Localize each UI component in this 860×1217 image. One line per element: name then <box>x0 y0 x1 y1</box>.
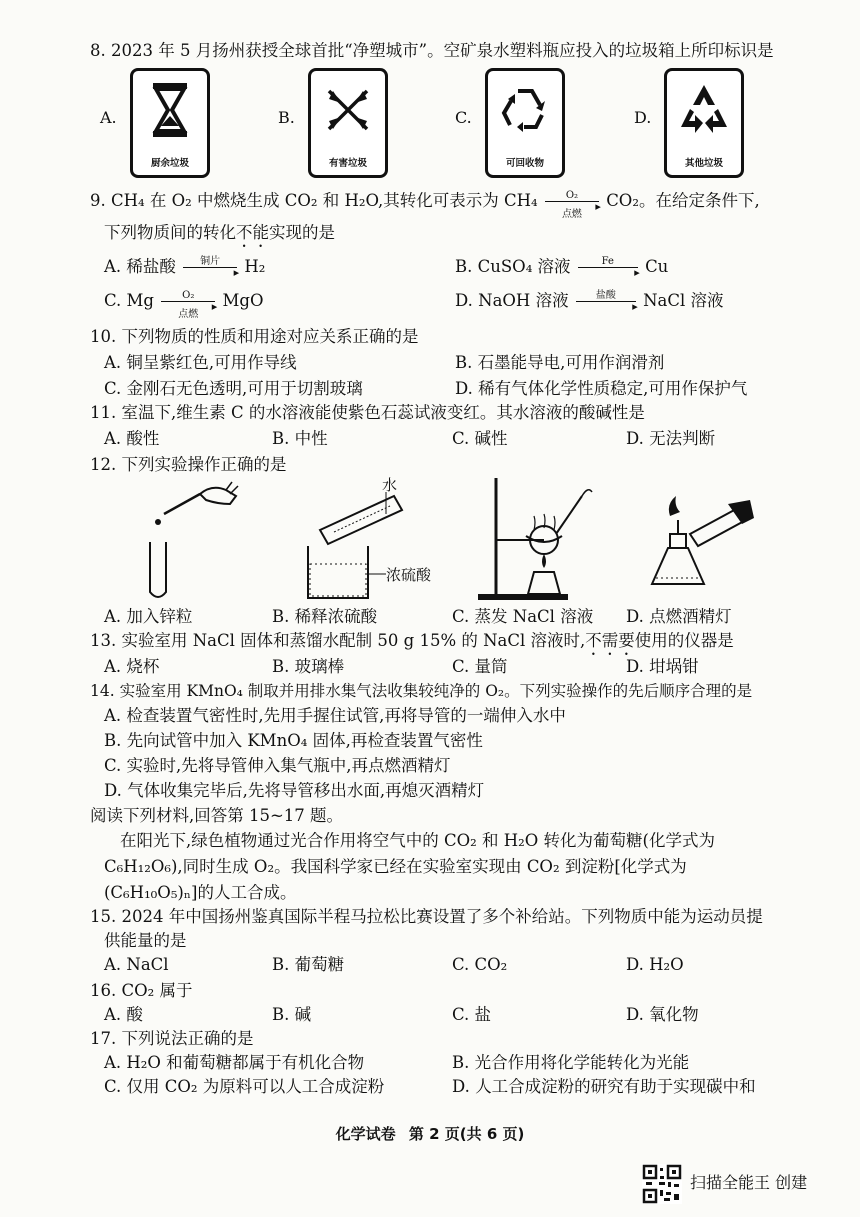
arrow-condition-top: O₂ <box>565 189 579 201</box>
option-product: Cu <box>645 257 669 276</box>
reading-line-1: 在阳光下,绿色植物通过光合作用将空气中的 CO₂ 和 H₂O 转化为葡萄糖(化学式为 <box>120 831 715 850</box>
q9-stem2-emphasis: 不能 <box>236 223 269 242</box>
q9-stem-a: 9. CH₄ 在 O₂ 中燃烧生成 CO₂ 和 H₂O,其转化可表示为 CH₄ <box>90 191 538 210</box>
hazard-cross-icon <box>319 79 377 141</box>
q14-option-c[interactable]: C. 实验时,先将导管伸入集气瓶中,再点燃酒精灯 <box>104 756 451 775</box>
q14-option-b[interactable]: B. 先向试管中加入 KMnO₄ 固体,再检查装置气密性 <box>104 731 483 750</box>
q11-option-b[interactable]: B. 中性 <box>272 429 328 448</box>
option-letter: A. <box>100 108 117 127</box>
arrow-condition-bottom: 点燃 <box>178 308 199 320</box>
option-reactant: A. 稀盐酸 <box>104 257 176 276</box>
q11-stem: 11. 室温下,维生素 C 的水溶液能使紫色石蕊试液变红。其水溶液的酸碱性是 <box>90 403 645 422</box>
q9-stem2-pre: 下列物质间的转化 <box>104 223 236 242</box>
lab-figure-b <box>290 474 440 604</box>
q8-stem: 8. 2023 年 5 月扬州获授全球首批“净塑城市”。空矿泉水塑料瓶应投入的垃圾箱上所印标识是 <box>90 41 774 60</box>
option-reactant: B. CuSO₄ 溶液 <box>455 257 571 276</box>
option-letter: C. <box>455 108 472 127</box>
reading-line-2: C₆H₁₂O₆),同时生成 O₂。我国科学家已经在实验室实现由 CO₂ 到淀粉[化学式为 <box>104 857 687 876</box>
q12-option-c[interactable]: C. 蒸发 NaCl 溶液 <box>452 607 594 626</box>
q8-option-a[interactable] <box>100 68 260 178</box>
q15-option-c[interactable]: C. CO₂ <box>452 955 508 974</box>
q12-option-b[interactable]: B. 稀释浓硫酸 <box>272 607 378 626</box>
q17-option-d[interactable]: D. 人工合成淀粉的研究有助于实现碳中和 <box>452 1077 756 1096</box>
q15-stem-line1: 15. 2024 年中国扬州鉴真国际半程马拉松比赛设置了多个补给站。下列物质中能为运动员提 <box>90 907 763 926</box>
q10-stem: 10. 下列物质的性质和用途对应关系正确的是 <box>90 327 419 346</box>
recycle-icon <box>496 79 554 141</box>
waste-sign-other <box>664 68 744 178</box>
q15-option-d[interactable]: D. H₂O <box>626 955 684 974</box>
waste-sign-food <box>130 68 210 178</box>
lab-figure-a <box>140 474 260 604</box>
q10-option-d[interactable]: D. 稀有气体化学性质稳定,可用作保护气 <box>455 379 748 398</box>
q17-stem: 17. 下列说法正确的是 <box>90 1029 254 1048</box>
q8-option-b[interactable] <box>278 68 438 178</box>
q14-option-a[interactable]: A. 检查装置气密性时,先用手握住试管,再将导管的一端伸入水中 <box>104 706 566 725</box>
q13-stem <box>90 630 734 659</box>
q9-option-b[interactable] <box>455 256 668 279</box>
scanner-watermark: 扫描全能王 创建 <box>690 1173 808 1192</box>
q14-stem: 14. 实验室用 KMnO₄ 制取并用排水集气法收集较纯净的 O₂。下列实验操作的先后顺序合理的是 <box>90 682 753 700</box>
reaction-arrow: 盐酸 ▸ <box>574 291 638 313</box>
waste-sign-hazardous <box>308 68 388 178</box>
q12-option-d[interactable]: D. 点燃酒精灯 <box>626 607 732 626</box>
reading-line-3: (C₆H₁₀O₅)ₙ]的人工合成。 <box>104 883 297 902</box>
q14-option-d[interactable]: D. 气体收集完毕后,先将导管移出水面,再熄灭酒精灯 <box>104 781 485 800</box>
q11-option-a[interactable]: A. 酸性 <box>104 429 160 448</box>
option-product: NaCl 溶液 <box>643 291 724 310</box>
q9-option-a[interactable] <box>104 256 265 279</box>
q13-stem-emphasis: 不需要 <box>585 631 635 650</box>
option-product: MgO <box>222 291 264 310</box>
q10-option-c[interactable]: C. 金刚石无色透明,可用于切割玻璃 <box>104 379 363 398</box>
q13-stem-post: 使用的仪器是 <box>634 631 734 650</box>
q15-option-a[interactable]: A. NaCl <box>104 955 169 974</box>
q8-option-d[interactable] <box>634 68 794 178</box>
label-water: 水 <box>382 476 398 494</box>
q12-stem: 12. 下列实验操作正确的是 <box>90 455 287 474</box>
option-reactant: D. NaOH 溶液 <box>455 291 569 310</box>
option-reactant: C. Mg <box>104 291 154 310</box>
hourglass-icon <box>141 79 199 141</box>
label-conc-sulfuric-acid: 浓硫酸 <box>386 566 432 584</box>
reading-intro: 阅读下列材料,回答第 15~17 题。 <box>90 806 344 825</box>
q9-option-d[interactable] <box>455 290 724 313</box>
q17-option-a[interactable]: A. H₂O 和葡萄糖都属于有机化合物 <box>104 1053 365 1072</box>
evaporating-dish-stand-icon <box>470 474 600 604</box>
q13-option-a[interactable]: A. 烧杯 <box>104 657 160 676</box>
recycle-bin-icon <box>675 79 733 141</box>
q9-stem-line1 <box>90 189 760 220</box>
alcohol-lamp-icon <box>630 474 760 604</box>
reaction-arrow: 铜片 ▸ <box>181 257 239 279</box>
reaction-arrow: Fe ▸ <box>576 257 640 279</box>
q16-option-d[interactable]: D. 氧化物 <box>626 1005 699 1024</box>
footer-page-number: 第 2 页(共 6 页) <box>408 1125 525 1143</box>
q11-option-d[interactable]: D. 无法判断 <box>626 429 716 448</box>
q9-stem2-post: 实现的是 <box>269 223 335 242</box>
page-footer <box>0 1123 860 1144</box>
q9-stem-b: CO₂。在给定条件下, <box>606 191 760 210</box>
arrow-condition-top: 铜片 <box>200 255 221 267</box>
q12-option-a[interactable]: A. 加入锌粒 <box>104 607 193 626</box>
q10-option-a[interactable]: A. 铜呈紫红色,可用作导线 <box>104 353 297 372</box>
option-letter: D. <box>634 108 652 127</box>
option-product: H₂ <box>244 257 266 276</box>
arrow-condition-top: O₂ <box>182 289 195 301</box>
q9-stem-line2 <box>104 222 335 251</box>
q13-option-b[interactable]: B. 玻璃棒 <box>272 657 345 676</box>
q8-option-c[interactable] <box>455 68 615 178</box>
q17-option-c[interactable]: C. 仅用 CO₂ 为原料可以人工合成淀粉 <box>104 1077 385 1096</box>
arrow-condition-top: Fe <box>601 255 614 267</box>
q10-option-b[interactable]: B. 石墨能导电,可用作润滑剂 <box>455 353 665 372</box>
waste-sign-label: 有害垃圾 <box>328 158 367 169</box>
q8-options <box>100 68 800 178</box>
q16-option-c[interactable]: C. 盐 <box>452 1005 492 1024</box>
lab-figure-d <box>630 474 760 604</box>
waste-sign-recyclable <box>485 68 565 178</box>
q9-option-c[interactable] <box>104 289 264 320</box>
reaction-arrow: O₂ ▸ 点燃 <box>543 191 601 213</box>
q13-stem-pre: 13. 实验室用 NaCl 固体和蒸馏水配制 50 g 15% 的 NaCl 溶液时, <box>90 631 586 650</box>
waste-sign-label: 可回收物 <box>505 158 544 169</box>
q17-option-b[interactable]: B. 光合作用将化学能转化为光能 <box>452 1053 690 1072</box>
arrow-condition-bottom: 点燃 <box>561 208 582 220</box>
q16-option-a[interactable]: A. 酸 <box>104 1005 143 1024</box>
q12-lab-figures <box>100 474 800 604</box>
q11-option-c[interactable]: C. 碱性 <box>452 429 508 448</box>
test-tube-tweezers-icon <box>140 474 260 604</box>
reaction-arrow: O₂ ▸ 点燃 <box>159 291 217 313</box>
q16-option-b[interactable]: B. 碱 <box>272 1005 312 1024</box>
footer-subject: 化学试卷 <box>335 1125 396 1143</box>
waste-sign-label: 其他垃圾 <box>684 158 723 169</box>
lab-figure-c <box>470 474 600 604</box>
q15-stem-line2: 供能量的是 <box>104 931 187 950</box>
q16-stem: 16. CO₂ 属于 <box>90 981 193 1000</box>
waste-sign-label: 厨余垃圾 <box>150 158 189 169</box>
option-letter: B. <box>278 108 295 127</box>
q15-option-b[interactable]: B. 葡萄糖 <box>272 955 345 974</box>
qr-code-icon <box>642 1164 682 1204</box>
arrow-condition-top: 盐酸 <box>595 289 616 301</box>
q13-option-c[interactable]: C. 量筒 <box>452 657 508 676</box>
q13-option-d[interactable]: D. 坩埚钳 <box>626 657 699 676</box>
